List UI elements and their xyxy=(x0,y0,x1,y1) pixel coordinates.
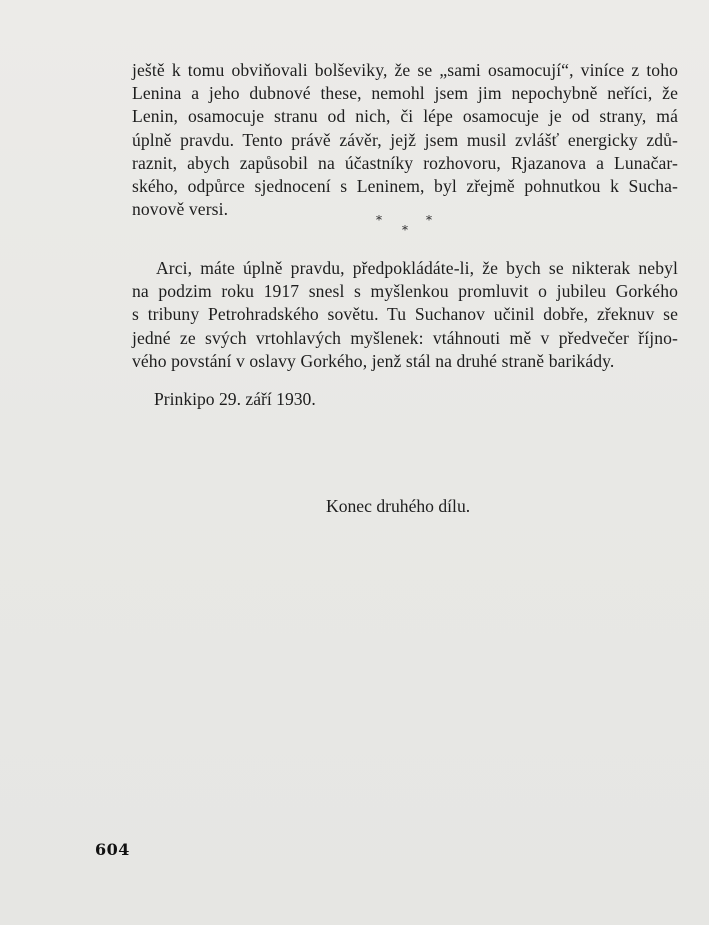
separator-asterisk: * xyxy=(426,213,432,227)
paragraph-1-line: Lenina a jeho dubnové these, nemohl jsem jim nepochybně neříci, že xyxy=(132,83,678,104)
paragraph-1-line: novově versi. xyxy=(132,199,229,220)
paragraph-1-line: úplně pravdu. Tento právě závěr, jejž jsem musil zvlášť energicky zdů- xyxy=(132,129,678,150)
paragraph-1-line: ještě k tomu obviňovali bolševiky, že se „sami osamocují“, viníce z toho xyxy=(132,60,678,80)
dateline: Prinkipo 29. září 1930. xyxy=(154,389,316,409)
page-number: 604 xyxy=(95,840,130,859)
paragraph-1-line: raznit, abych zapůsobil na účastníky rozhovoru, Rjazanova a Lunačar- xyxy=(132,152,678,173)
paragraph-2-line: vého povstání v oslavy Gorkého, jenž stál na druhé straně barikády. xyxy=(132,350,615,371)
paragraph-2-line: na podzim roku 1917 snesl s myšlenkou promluvit o jubileu Gorkého xyxy=(132,281,678,302)
paragraph-2-line: jedné ze svých vrtohlavých myšlenek: vtáhnouti mě v předvečer říjno- xyxy=(132,327,678,348)
closing-line: Konec druhého dílu. xyxy=(326,496,471,516)
separator-asterisk: * xyxy=(402,223,408,237)
paragraph-2-line: s tribuny Petrohradského sovětu. Tu Suchanov učinil dobře, zřeknuv se xyxy=(132,304,678,325)
paragraph-2-line: Arci, máte úplně pravdu, předpokládáte-li, že bych se nikterak nebyl xyxy=(156,258,678,278)
section-separator xyxy=(376,213,440,239)
paragraph-2 xyxy=(132,257,678,373)
paragraph-1 xyxy=(132,59,678,221)
paragraph-1-line: Lenin, osamocuje stranu od nich, či lépe osamocuje je od strany, má xyxy=(132,106,678,127)
paragraph-1-line: ského, odpůrce sjednocení s Leninem, byl zřejmě pohnutkou k Sucha- xyxy=(132,176,678,197)
separator-asterisk: * xyxy=(376,213,382,227)
